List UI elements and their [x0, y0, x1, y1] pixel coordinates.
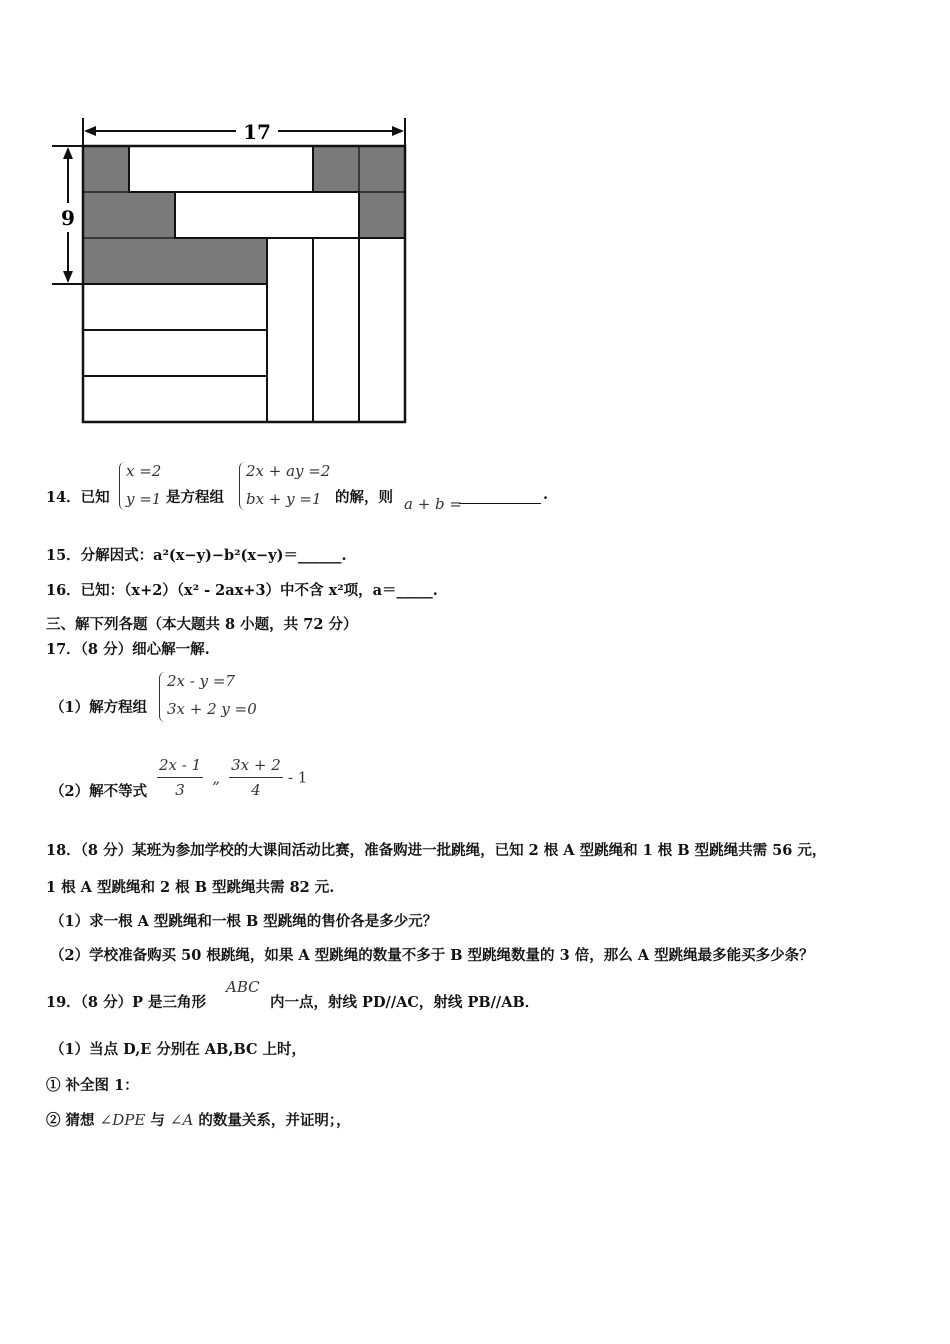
q14-sys2-row2: bx + y =1	[246, 490, 322, 508]
height-label: 9	[61, 206, 75, 230]
minus-one: - 1	[287, 768, 308, 787]
q14-expression: a + b =	[404, 495, 462, 513]
q19-number: 19．（8 分）P 是三角形	[46, 994, 207, 1011]
q19-part1: （1）当点 D,E 分别在 AB,BC 上时，	[50, 1041, 307, 1058]
q17-part2-label: （2）解不等式	[50, 783, 148, 800]
fraction-right: $\frac{3x + 2}{4}$	[231, 756, 281, 799]
q18-line1: 18．（8 分）某班为参加学校的大课间活动比赛，准备购进一批跳绳，已知 2 根 A 型跳绳和 1 根 B 型跳绳共需 56 元，	[46, 842, 827, 859]
q19-item1: ① 补全图 1：	[46, 1077, 139, 1094]
q17-title: 17．（8 分）细心解一解.	[46, 641, 210, 658]
q14-end: .	[543, 486, 549, 503]
q14-number: 14．已知	[46, 489, 110, 506]
angle-a: ∠A	[169, 1111, 194, 1129]
q19-triangle-abc: ABC	[226, 978, 260, 996]
q19-item2: ② 猜想 ∠DPE 与 ∠A 的数量关系，并证明；，	[46, 1111, 351, 1129]
q18-part1: （1）求一根 A 型跳绳和一根 B 型跳绳的售价各是多少元？	[50, 913, 438, 930]
q17-part1-row1: 2x - y =7	[167, 672, 235, 690]
angle-dpe: ∠DPE	[99, 1111, 146, 1129]
white-lower-right	[267, 238, 405, 422]
question-16: 16．已知：（x+2）（x² - 2ax+3）中不含 x²项，a＝_____.	[46, 582, 438, 599]
question-15: 15．分解因式：a²(x−y)−b²(x−y)＝______.	[46, 547, 347, 564]
q14-sys1-row1: x =2	[126, 462, 162, 480]
relation-symbol: „	[212, 768, 221, 787]
q14-mid-text: 是方程组	[166, 489, 224, 506]
q18-line2: 1 根 A 型跳绳和 2 根 B 型跳绳共需 82 元.	[46, 879, 335, 896]
q14-sys2-row1: 2x + ay =2	[246, 462, 331, 480]
q17-part1-label: （1）解方程组	[50, 699, 148, 716]
q14-answer-blank	[459, 486, 541, 504]
q18-part2: （2）学校准备购买 50 根跳绳，如果 A 型跳绳的数量不多于 B 型跳绳数量的 3 倍，那么 A 型跳绳最多能买多少条？	[50, 947, 814, 964]
white-strip-2	[175, 192, 359, 238]
q14-sys1-row2: y =1	[126, 490, 162, 508]
width-label: 17	[243, 120, 271, 144]
q14-tail-text: 的解，则	[335, 489, 393, 506]
q19-tail: 内一点，射线 PD//AC，射线 PB//AB．	[270, 994, 540, 1011]
q17-part1-row2: 3x + 2 y =0	[167, 700, 257, 718]
rectangle-figure	[0, 0, 420, 440]
white-strip-1	[129, 146, 313, 192]
white-lower-left	[83, 284, 267, 422]
section-3-heading: 三、解下列各题（本大题共 8 小题，共 72 分）	[46, 616, 358, 633]
fraction-left: $\frac{2x - 1}{3}$	[159, 756, 202, 799]
q17-inequality	[157, 756, 307, 799]
